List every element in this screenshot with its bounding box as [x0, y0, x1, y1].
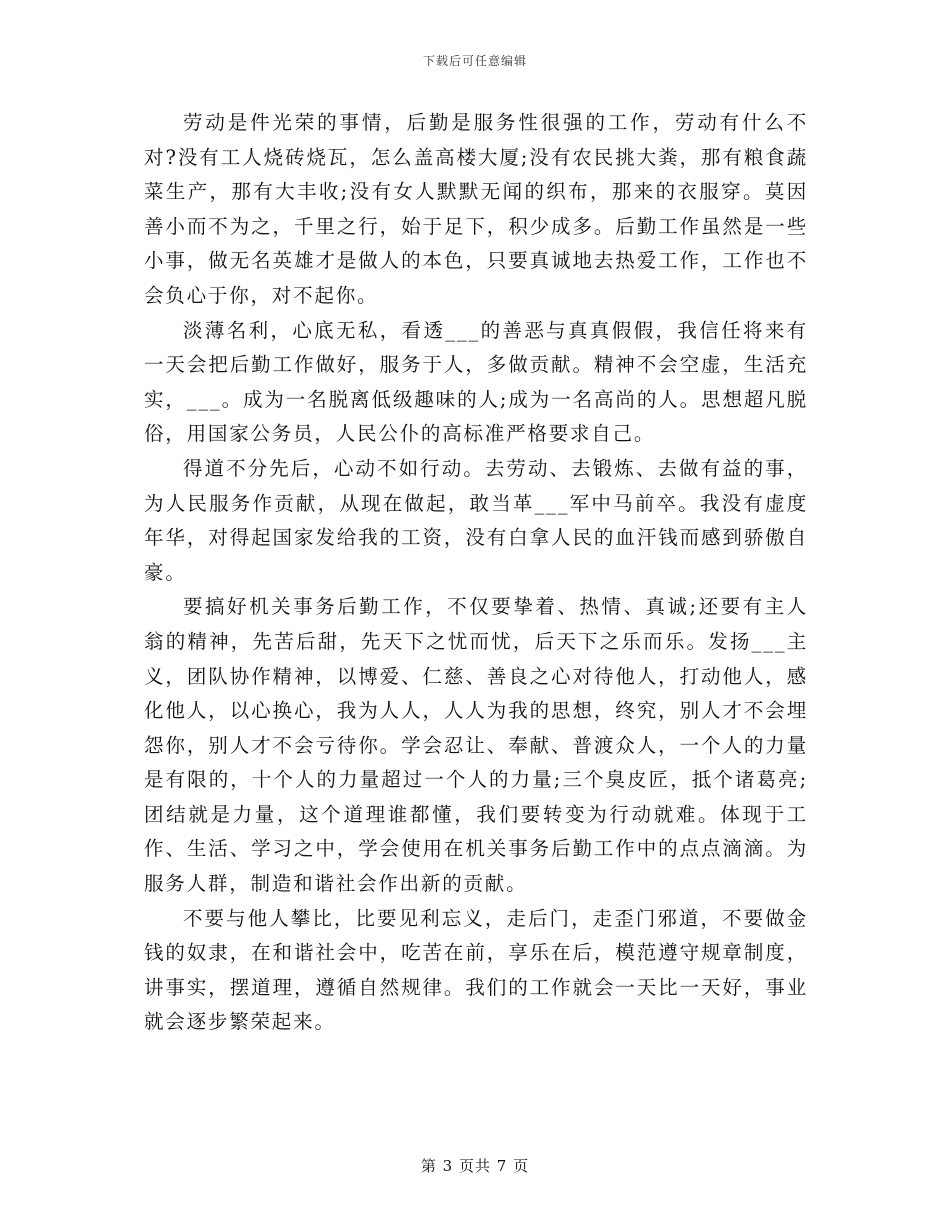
paragraph-2: 淡薄名利，心底无私，看透___的善恶与真真假假，我信任将来有一天会把后勤工作做好，服务于人，多做贡献。精神不会空虚，生活充实，___。成为一名脱离低级趣味的人;成为一名高尚的人。思想超凡脱俗，用国家公务员，人民公仆的高标准严格要求自己。	[144, 318, 808, 446]
paragraph-5: 不要与他人攀比，比要见利忘义，走后门，走歪门邪道，不要做金钱的奴隶，在和谐社会中，吃苦在前，享乐在后，模范遵守规章制度，讲事实，摆道理，遵循自然规律。我们的工作就会一天比一天好，事业就会逐步繁荣起来。	[144, 906, 808, 1034]
page-header-note: 下载后可任意编辑	[422, 54, 527, 68]
page-number: 第 3 页共 7 页	[420, 1157, 530, 1175]
paragraph-4: 要搞好机关事务后勤工作，不仅要挚着、热情、真诚;还要有主人翁的精神，先苦后甜，先天下之忧而忧，后天下之乐而乐。发扬___主义，团队协作精神，以博爱、仁慈、善良之心对待他人，打动他人，感化他人，以心换心，我为人人，人人为我的思想，终究，别人才不会埋怨你，别人才不会亏待你。学会忍让、奉献、普渡众人，一个人的力量是有限的，十个人的力量超过一个人的力量;三个臭皮匠，抵个诸葛亮;团结就是力量，这个道理谁都懂，我们要转变为行动就难。体现于工作、生活、学习之中，学会使用在机关事务后勤工作中的点点滴滴。为服务人群，制造和谐社会作出新的贡献。	[144, 595, 808, 896]
document-body	[144, 106, 808, 1040]
paragraph-1: 劳动是件光荣的事情，后勤是服务性很强的工作，劳动有什么不对?没有工人烧砖烧瓦，怎么盖高楼大厦;没有农民挑大粪，那有粮食蔬菜生产，那有大丰收;没有女人默默无闻的织布，那来的衣服穿。莫因善小而不为之，千里之行，始于足下，积少成多。后勤工作虽然是一些小事，做无名英雄才是做人的本色，只要真诚地去热爱工作，工作也不会负心于你，对不起你。	[144, 111, 808, 307]
paragraph-3: 得道不分先后，心动不如行动。去劳动、去锻炼、去做有益的事，为人民服务作贡献，从现在做起，敢当革___军中马前卒。我没有虚度年华，对得起国家发给我的工资，没有白拿人民的血汗钱而感到骄傲自豪。	[144, 456, 808, 584]
